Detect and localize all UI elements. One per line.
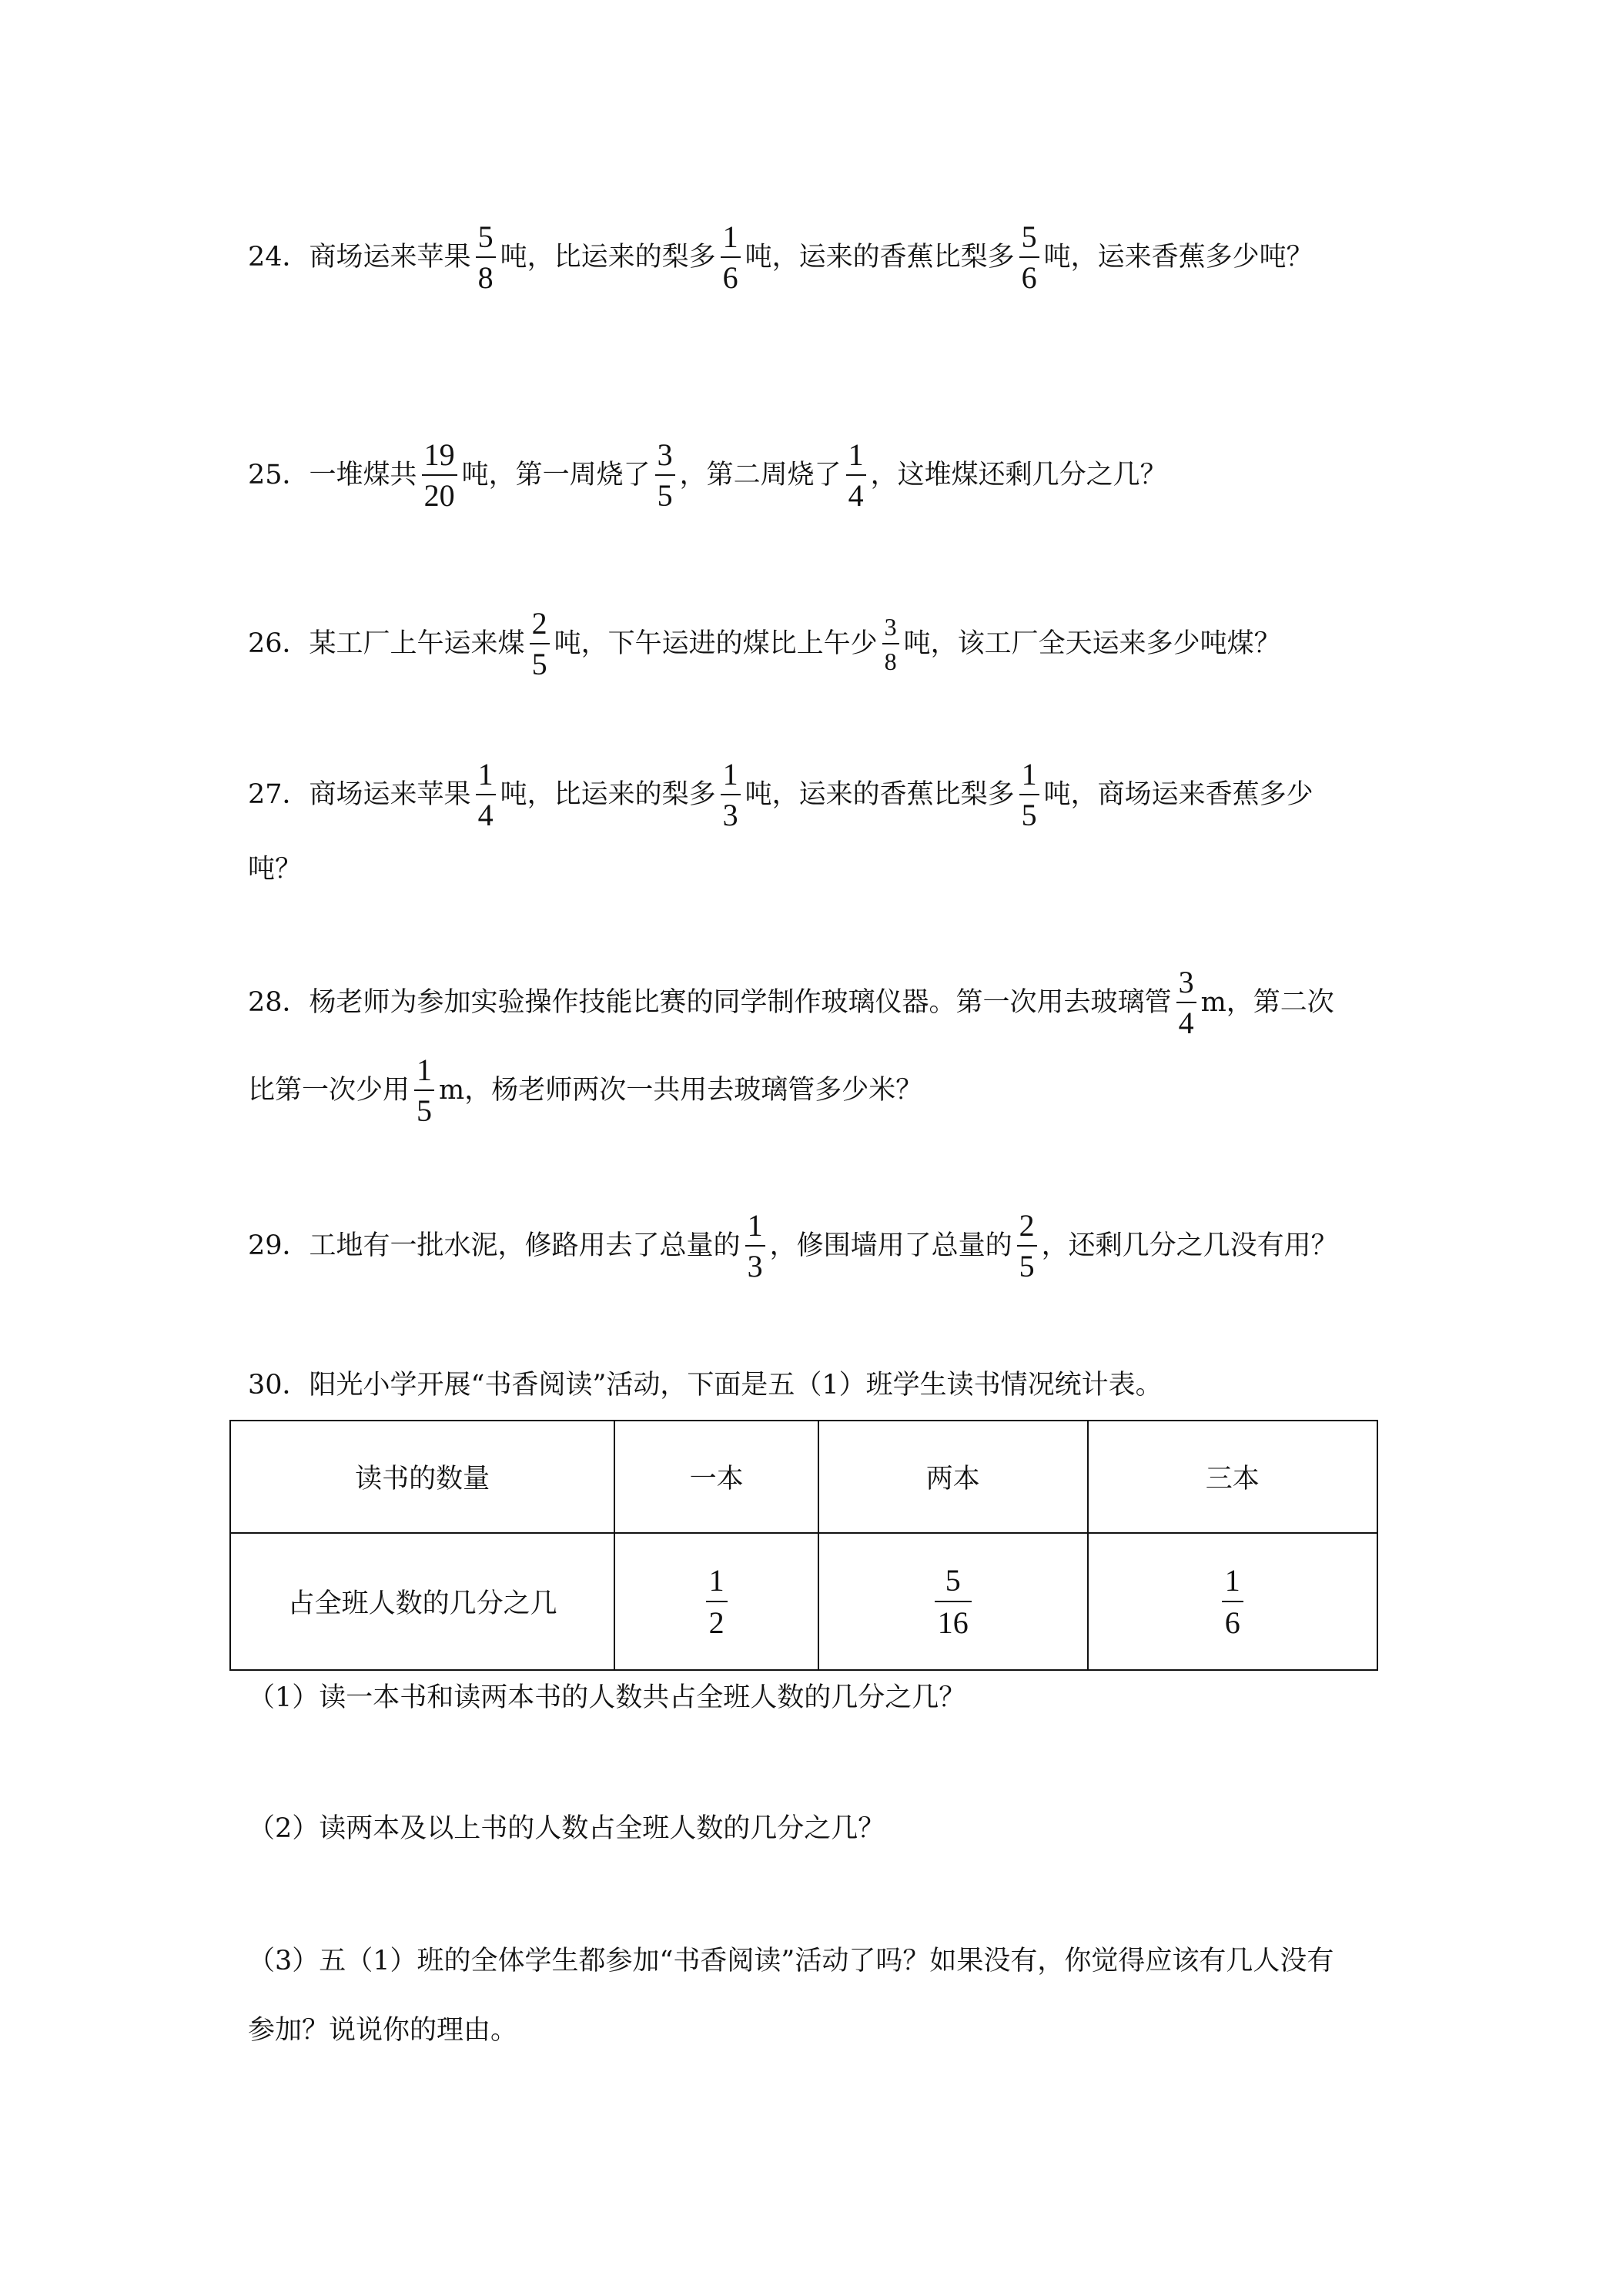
- question-27: [248, 759, 1313, 831]
- fraction: $\frac{1}{6}$: [1222, 1565, 1243, 1638]
- table-cell: 三本: [1088, 1421, 1378, 1533]
- question-number: 26．: [248, 628, 310, 659]
- question-text: （3）五（1）班的全体学生都参加“书香阅读”活动了吗？如果没有，你觉得应该有几人没有: [248, 1946, 1334, 1976]
- question-28: [248, 967, 1334, 1039]
- question-text: 吨，比运来的梨多: [500, 779, 716, 810]
- table-cell: [1088, 1533, 1378, 1670]
- table-cell: 一本: [614, 1421, 818, 1533]
- fraction: $\frac{2}{5}$: [530, 608, 550, 680]
- table-cell: 占全班人数的几分之几: [230, 1533, 614, 1670]
- question-text: （2）读两本及以上书的人数占全班人数的几分之几？: [248, 1813, 885, 1844]
- fraction: $\frac{5}{6}$: [1019, 222, 1039, 293]
- fraction: $\frac{1}{5}$: [414, 1055, 434, 1126]
- table-header-row: [230, 1421, 1377, 1533]
- sub-question-1: [248, 1682, 966, 1713]
- question-number: 29．: [248, 1230, 310, 1261]
- question-text: ，第二周烧了: [679, 460, 842, 490]
- question-number: 28．: [248, 987, 310, 1018]
- sub-question-3-continued: [248, 2017, 517, 2044]
- table-row: [230, 1533, 1377, 1670]
- fraction: $\frac{3}{5}$: [655, 440, 675, 511]
- reading-stats-table: [229, 1420, 1378, 1671]
- question-text: 吨，商场运来香蕉多少: [1043, 779, 1313, 810]
- question-24: [248, 219, 1313, 295]
- table-cell: 读书的数量: [230, 1421, 614, 1533]
- fraction: $\frac{1}{3}$: [745, 1210, 765, 1282]
- question-text: 吨，该工厂全天运来多少吨煤？: [903, 628, 1281, 659]
- question-text: m，第二次: [1200, 987, 1334, 1018]
- question-text: 某工厂上午运来煤: [309, 628, 525, 659]
- question-text: 参加？说说你的理由。: [248, 2015, 518, 2046]
- question-30: [248, 1372, 1163, 1399]
- question-text: 吨，比运来的梨多: [500, 242, 716, 273]
- question-text: 工地有一批水泥，修路用去了总量的: [309, 1230, 741, 1261]
- sub-question-3: [248, 1948, 1334, 1975]
- fraction: $\frac{1}{4}$: [476, 759, 496, 831]
- fraction: $\frac{19}{20}$: [422, 440, 457, 511]
- table-cell: 两本: [818, 1421, 1088, 1533]
- question-text: 一堆煤共: [309, 460, 417, 490]
- question-text: 阳光小学开展“书香阅读”活动，下面是五（1）班学生读书情况统计表。: [309, 1370, 1163, 1401]
- question-text: 吨，下午运进的煤比上午少: [554, 628, 878, 659]
- question-number: 27．: [248, 779, 310, 810]
- question-text: 吨，运来香蕉多少吨？: [1043, 242, 1313, 273]
- question-text: 杨老师为参加实验操作技能比赛的同学制作玻璃仪器。第一次用去玻璃管: [309, 987, 1172, 1018]
- question-text: 吨，第一周烧了: [461, 460, 651, 490]
- question-29: [248, 1210, 1338, 1282]
- question-number: 24．: [248, 242, 310, 273]
- fraction: $\frac{3}{8}$: [882, 614, 899, 674]
- question-text: 商场运来苹果: [309, 779, 471, 810]
- fraction: $\frac{3}{4}$: [1176, 967, 1196, 1039]
- question-text: （1）读一本书和读两本书的人数共占全班人数的几分之几？: [248, 1682, 966, 1713]
- question-text: ，这堆煤还剩几分之几？: [870, 460, 1167, 490]
- question-28-continued: [248, 1055, 922, 1126]
- table-cell: [614, 1533, 818, 1670]
- question-27-continued: [248, 856, 302, 883]
- fraction: $\frac{5}{16}$: [935, 1565, 972, 1638]
- fraction: $\frac{1}{6}$: [721, 222, 741, 293]
- question-number: 30．: [248, 1370, 310, 1401]
- question-26: [248, 608, 1281, 680]
- fraction: $\frac{5}{8}$: [476, 222, 496, 293]
- question-text: m，杨老师两次一共用去玻璃管多少米？: [439, 1075, 923, 1106]
- question-number: 25．: [248, 460, 310, 490]
- question-text: ，还剩几分之几没有用？: [1041, 1230, 1338, 1261]
- question-text: 比第一次少用: [248, 1075, 410, 1106]
- question-text: 商场运来苹果: [309, 242, 471, 273]
- question-text: 吨，运来的香蕉比梨多: [745, 242, 1015, 273]
- sub-question-2: [248, 1813, 885, 1844]
- fraction: $\frac{2}{5}$: [1017, 1210, 1037, 1282]
- question-25: [248, 437, 1167, 513]
- question-text: ，修围墙用了总量的: [769, 1230, 1012, 1261]
- fraction: $\frac{1}{5}$: [1019, 759, 1039, 831]
- fraction: $\frac{1}{2}$: [706, 1565, 728, 1638]
- table-cell: [818, 1533, 1088, 1670]
- fraction: $\frac{1}{4}$: [846, 440, 866, 511]
- question-text: 吨？: [248, 854, 303, 885]
- question-text: 吨，运来的香蕉比梨多: [745, 779, 1015, 810]
- fraction: $\frac{1}{3}$: [721, 759, 741, 831]
